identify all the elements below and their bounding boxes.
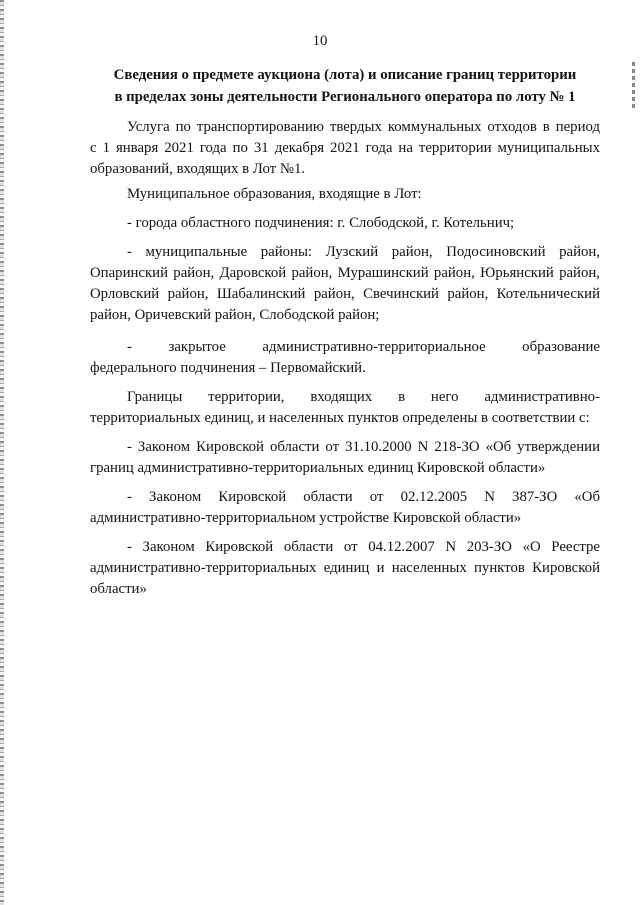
paragraph-service-description [90, 117, 600, 180]
scan-edge-left [0, 0, 4, 905]
paragraph-line: - Законом Кировской области от 02.12.2005 N 387-ЗО «Об [127, 489, 600, 505]
paragraph-line: административно-территориальных единиц и населенных пунктов Кировской [90, 560, 600, 576]
title-line: в пределах зоны деятельности Регионального оператора по лоту № 1 [114, 89, 576, 105]
paragraph-line: области» [90, 581, 147, 597]
scan-mark-right [632, 62, 635, 110]
paragraph-line: - Законом Кировской области от 04.12.2007 N 203-ЗО «О Реестре [127, 539, 600, 555]
paragraph-line: - муниципальные районы: Лузский район, Подосиновский район, [127, 244, 600, 260]
list-item-closed-territory [90, 337, 600, 379]
document-body [90, 64, 600, 608]
list-item-law-203 [90, 537, 600, 600]
paragraph-boundaries-basis [90, 387, 600, 429]
list-item-cities [90, 213, 600, 234]
paragraph-line: с 1 января 2021 года по 31 декабря 2021 года на территории муниципальных [90, 140, 600, 156]
title-line: Сведения о предмете аукциона (лота) и описание границ территории [113, 67, 577, 83]
list-item-law-218 [90, 437, 600, 479]
paragraph-line: Муниципальное образования, входящие в Лот: [127, 186, 422, 202]
paragraph-line: Услуга по транспортированию твердых коммунальных отходов в период [127, 119, 600, 135]
paragraph-municipalities-intro [90, 184, 600, 205]
paragraph-line: район, Оричевский район, Слободской район; [90, 307, 380, 323]
paragraph-line: образований, входящих в Лот №1. [90, 161, 306, 177]
paragraph-line: Орловский район, Шабалинский район, Свечинский район, Котельнический [90, 286, 600, 302]
list-item-law-387 [90, 487, 600, 529]
page-number: 10 [312, 33, 328, 49]
list-item-districts [90, 242, 600, 326]
paragraph-line: - Законом Кировской области от 31.10.2000 N 218-ЗО «Об утверждении [127, 439, 600, 455]
paragraph-line: Границы территории, входящих в него административно- [127, 389, 600, 405]
paragraph-line: Опаринский район, Даровской район, Мурашинский район, Юрьянский район, [90, 265, 600, 281]
paragraph-line: - закрытое административно-территориальное образование [127, 339, 600, 355]
document-title [90, 64, 600, 108]
paragraph-line: территориальных единиц, и населенных пунктов определены в соответствии с: [90, 410, 590, 426]
paragraph-line: федерального подчинения – Первомайский. [90, 360, 366, 376]
paragraph-line: границ административно-территориальных единиц Кировской области» [90, 460, 546, 476]
paragraph-line: - города областного подчинения: г. Слободской, г. Котельнич; [127, 215, 515, 231]
paragraph-line: административно-территориальном устройстве Кировской области» [90, 510, 522, 526]
